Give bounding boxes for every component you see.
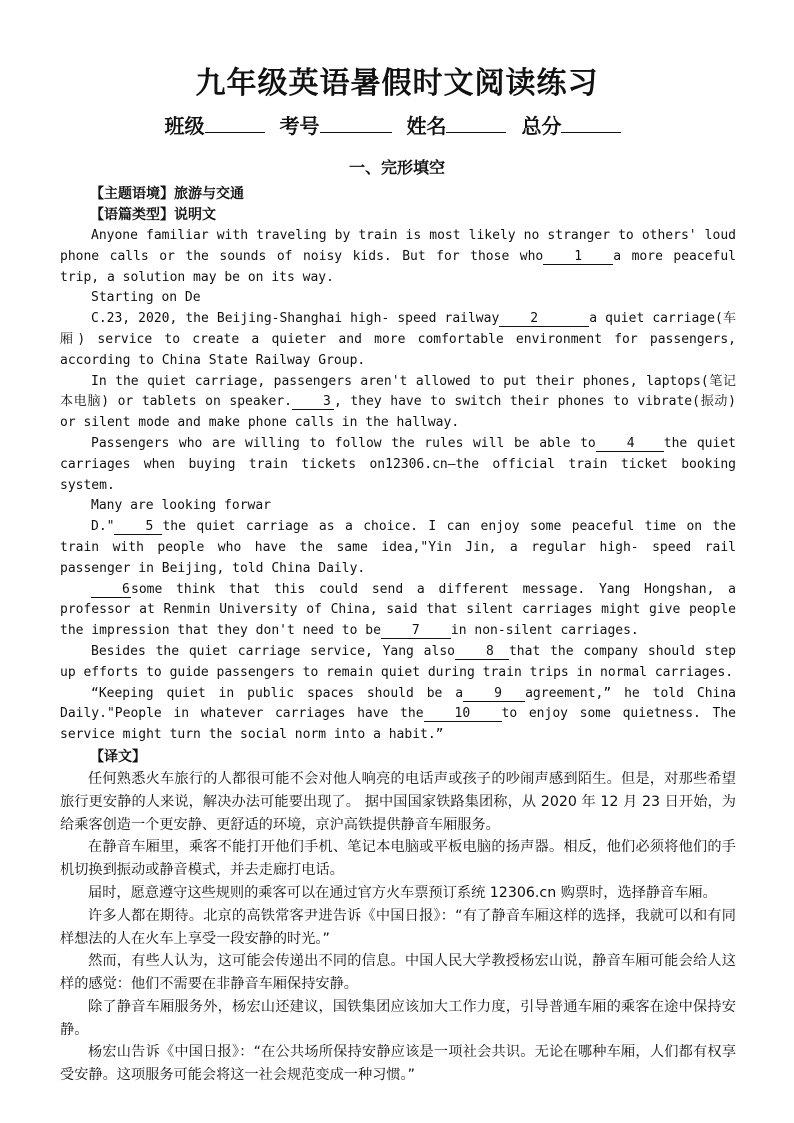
student-info-row	[0, 110, 794, 139]
exam-number-blank[interactable]	[320, 114, 392, 133]
class-blank[interactable]	[205, 114, 265, 133]
passage-paragraph-2: Starting on De	[91, 290, 201, 306]
class-label: 班级	[164, 114, 205, 138]
blank-8: 8	[455, 644, 509, 660]
passage-paragraph-5: Passengers who are willing to follow the rules will be able to 4 the quiet carriages when buying train tickets on12306.cn—the official train ticket booking system.	[60, 435, 736, 493]
passage-paragraph-3: C.23, 2020, the Beijing-Shanghai high- speed railway 2 a quiet carriage(车厢) service to create a quieter and more comfortable environment for passengers, according to China State Railway Group.	[60, 311, 736, 368]
passage-paragraph-7: D." 5 the quiet carriage as a choice. I can enjoy some peaceful time on the train with people who have the same idea,"Yin Jin, a regular high- speed rail passenger in Beijing, told China Daily.	[60, 519, 736, 576]
translation-paragraph-5: 然而，有些人认为，这可能会传递出不同的信息。中国人民大学教授杨宏山说，静音车厢可能会给人这样的感觉：他们不需要在非静音车厢保持安静。	[60, 953, 736, 993]
passage-paragraph-6: Many are looking forwar	[91, 498, 272, 514]
section-title: 一、完形填空	[348, 158, 445, 177]
translation-paragraph-3: 届时，愿意遵守这些规则的乘客可以在通过官方火车票预订系统 12306.cn 购票时，选择静音车厢。	[88, 884, 717, 901]
blank-5: 5	[114, 519, 162, 535]
theme-context-tag: 【主题语境】旅游与交通	[90, 186, 244, 202]
passage-paragraph-4: In the quiet carriage, passengers aren't allowed to put their phones, laptops(笔记本电脑) or tablets on speaker. 3 , they have to switch their phones to vibrate(振动) or silent mode and make phone calls in the hallway.	[60, 373, 736, 431]
blank-3: 3	[292, 394, 334, 410]
translation-paragraph-6: 除了静音车厢服务外，杨宏山还建议，国铁集团应该加大工作力度，引导普通车厢的乘客在途中保持安静。	[60, 998, 736, 1038]
translation-paragraph-2: 在静音车厢里，乘客不能打开他们手机、笔记本电脑或平板电脑的扬声器。相反，他们必须将他们的手机切换到振动或静音模式，并去走廊打电话。	[60, 839, 736, 879]
exam-number-label: 考号	[279, 114, 320, 138]
blank-6: 6	[91, 582, 131, 598]
text-type-tag: 【语篇类型】说明文	[90, 207, 216, 223]
passage-paragraph-9: Besides the quiet carriage service, Yang also 8 that the company should step up efforts to guide passengers to remain quiet during train trips in normal carriages.	[60, 643, 736, 680]
blank-9: 9	[463, 686, 525, 702]
blank-10: 10	[424, 706, 502, 722]
name-label: 姓名	[406, 114, 447, 138]
name-blank[interactable]	[446, 114, 506, 133]
page-title: 九年级英语暑假时文阅读练习	[195, 66, 599, 101]
total-score-label: 总分	[521, 114, 562, 138]
blank-7: 7	[381, 623, 451, 639]
passage-paragraph-1: Anyone familiar with traveling by train is most likely no stranger to others' loud phone calls or the sounds of noisy kids. But for those who 1 a more peaceful trip, a solution may be on its way.	[60, 228, 736, 285]
blank-4: 4	[596, 436, 664, 452]
translation-tag: 【译文】	[90, 748, 146, 765]
content-body	[60, 184, 736, 1087]
total-score-blank[interactable]	[561, 114, 621, 133]
translation-paragraph-4: 许多人都在期待。北京的高铁常客尹进告诉《中国日报》：“有了静音车厢这样的选择，我就可以和有同样想法的人在火车上享受一段安静的时光。”	[60, 907, 736, 947]
translation-paragraph-1: 任何熟悉火车旅行的人都很可能不会对他人响亮的电话声或孩子的吵闹声感到陌生。但是，对那些希望旅行更安静的人来说，解决办法可能要出现了。 据中国国家铁路集团称，从 2020 年 12 月 23 日开始，为给乘客创造一个更安静、更舒适的环境，京沪高铁提供静音车厢服务。	[60, 770, 736, 833]
blank-1: 1	[543, 249, 613, 265]
blank-2: 2	[499, 311, 589, 327]
passage-paragraph-8: 6some think that this could send a different message. Yang Hongshan, a professor at Renmin University of China, said that silent carriages might give people the impression that they don't need to be 7 in non-silent carriages.	[60, 581, 736, 639]
passage-paragraph-10: “Keeping quiet in public spaces should be a 9 agreement,” he told China Daily."People in whatever carriages have the 10 to enjoy some quietness. The service might turn the social norm into a habit.”	[60, 685, 736, 743]
translation-paragraph-7: 杨宏山告诉《中国日报》：“在公共场所保持安静应该是一项社会共识。无论在哪种车厢，人们都有权享受安静。这项服务可能会将这一社会规范变成一种习惯。”	[60, 1044, 736, 1084]
